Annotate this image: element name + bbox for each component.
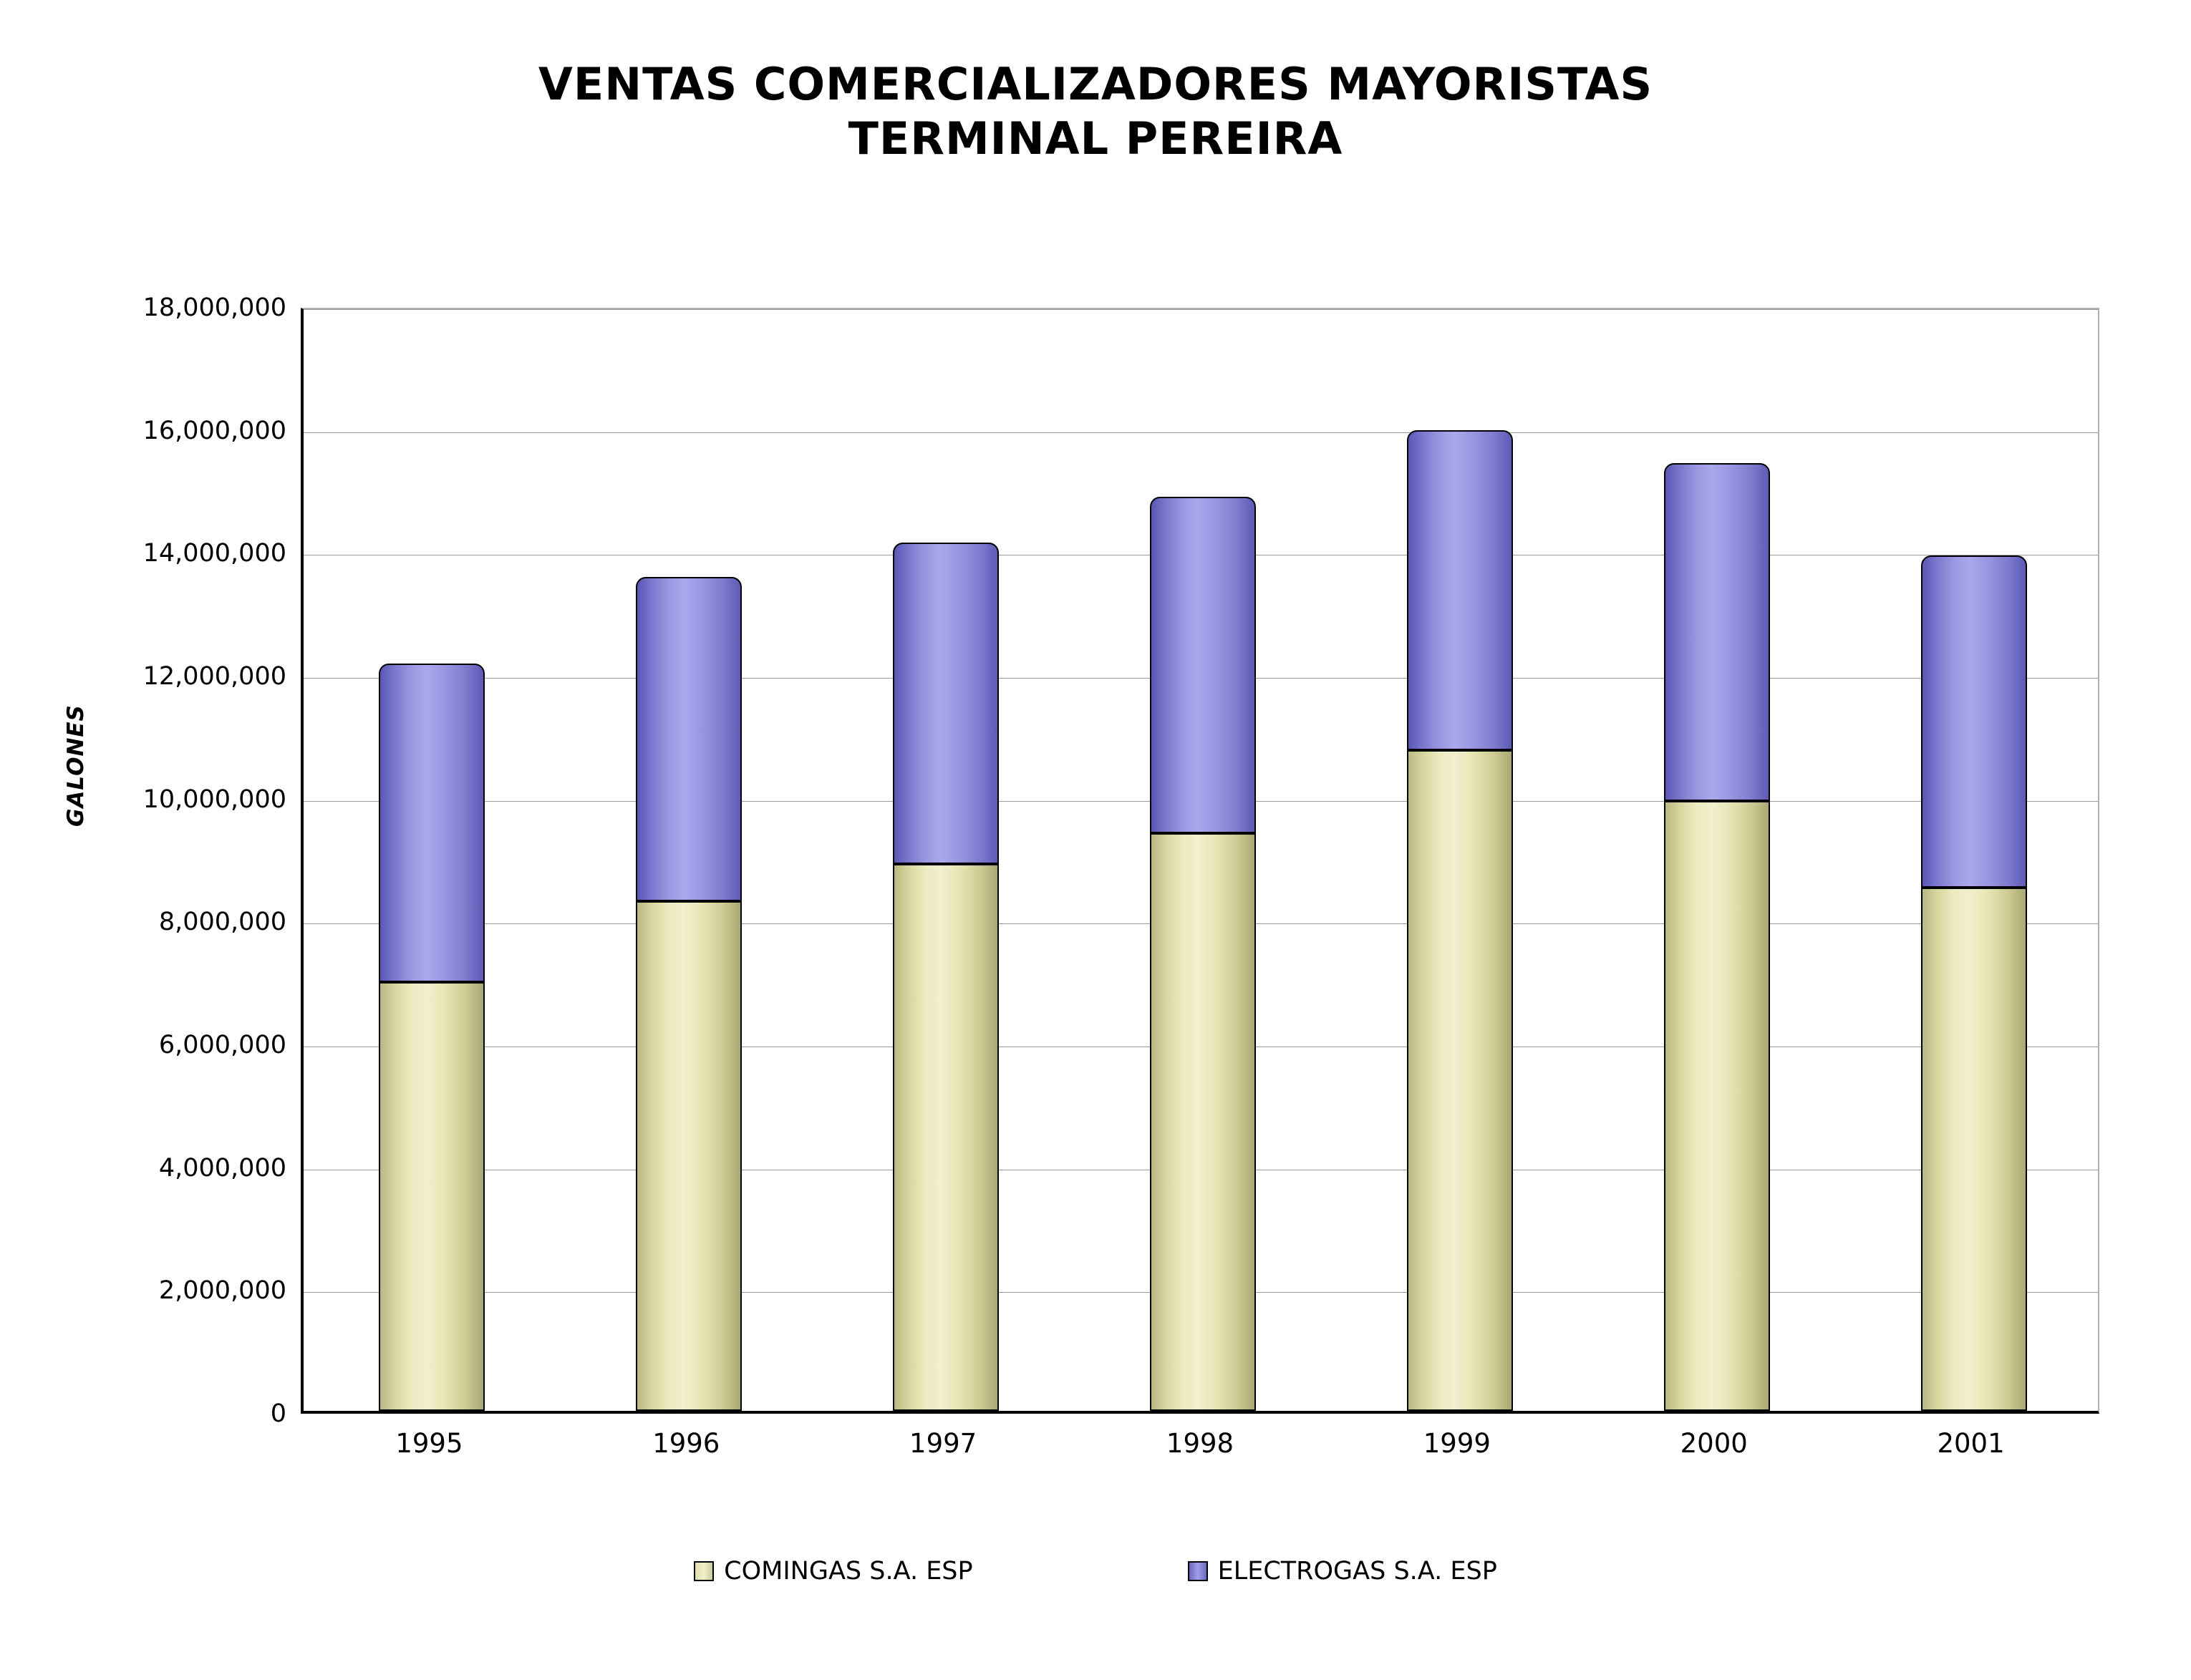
legend-item-electrogas	[1188, 1557, 1497, 1586]
bar-segment-electrogas[interactable]	[893, 543, 999, 864]
plot-area	[301, 308, 2099, 1414]
legend-label-comingas: COMINGAS S.A. ESP	[724, 1557, 973, 1586]
bar-group[interactable]	[1921, 555, 2027, 1411]
bar-segment-comingas[interactable]	[379, 982, 485, 1411]
x-axis-tick-label: 1999	[1423, 1428, 1491, 1459]
chart-legend	[0, 1557, 2191, 1586]
bar-group[interactable]	[379, 664, 485, 1411]
y-axis-tick-label: 6,000,000	[158, 1031, 286, 1059]
y-axis-tick-label: 2,000,000	[158, 1276, 286, 1306]
y-axis-tick-label: 4,000,000	[158, 1153, 286, 1183]
legend-swatch-icon-electrogas	[1188, 1561, 1208, 1581]
x-axis-tick-label: 1996	[652, 1428, 720, 1459]
chart-subtitle: TERMINAL PEREIRA	[848, 112, 1343, 165]
chart-title-block	[0, 57, 2191, 165]
y-axis-tick-label: 12,000,000	[142, 662, 286, 691]
x-axis-tick-label: 2000	[1680, 1428, 1748, 1459]
bar-segment-comingas[interactable]	[1664, 801, 1770, 1411]
chart-title: VENTAS COMERCIALIZADORES MAYORISTAS	[538, 58, 1653, 110]
gridline	[304, 309, 2098, 310]
bar-segment-comingas[interactable]	[1407, 750, 1513, 1411]
x-axis-tick-label: 1998	[1166, 1428, 1234, 1459]
legend-swatch-icon-comingas	[694, 1561, 714, 1581]
bar-segment-electrogas[interactable]	[1407, 430, 1513, 750]
y-axis-label: GALONES	[63, 704, 89, 827]
bar-segment-electrogas[interactable]	[636, 577, 742, 900]
y-axis-tick-label: 0	[270, 1399, 286, 1428]
y-axis-tick-label: 10,000,000	[142, 785, 286, 814]
bar-segment-electrogas[interactable]	[1921, 555, 2027, 888]
y-axis-tick-label: 8,000,000	[158, 908, 286, 937]
y-axis-tick-label: 16,000,000	[142, 416, 286, 445]
bar-segment-electrogas[interactable]	[1150, 497, 1256, 833]
bar-segment-comingas[interactable]	[893, 864, 999, 1411]
gridline	[304, 432, 2098, 433]
bar-group[interactable]	[893, 543, 999, 1411]
bar-segment-electrogas[interactable]	[1664, 463, 1770, 800]
bar-group[interactable]	[1150, 497, 1256, 1411]
bar-segment-comingas[interactable]	[636, 901, 742, 1411]
legend-item-comingas	[694, 1557, 972, 1586]
bar-segment-comingas[interactable]	[1921, 888, 2027, 1411]
x-axis-tick-label: 1995	[395, 1428, 463, 1459]
bar-group[interactable]	[636, 577, 742, 1411]
x-axis-tick-label: 2001	[1937, 1428, 2005, 1459]
bar-group[interactable]	[1407, 430, 1513, 1411]
bar-group[interactable]	[1664, 463, 1770, 1411]
x-axis-tick-label: 1997	[909, 1428, 977, 1459]
y-axis-tick-label: 14,000,000	[142, 539, 286, 568]
bar-segment-comingas[interactable]	[1150, 833, 1256, 1411]
y-axis-tick-label: 18,000,000	[142, 293, 286, 322]
bar-segment-electrogas[interactable]	[379, 664, 485, 982]
legend-label-electrogas: ELECTROGAS S.A. ESP	[1217, 1557, 1497, 1586]
